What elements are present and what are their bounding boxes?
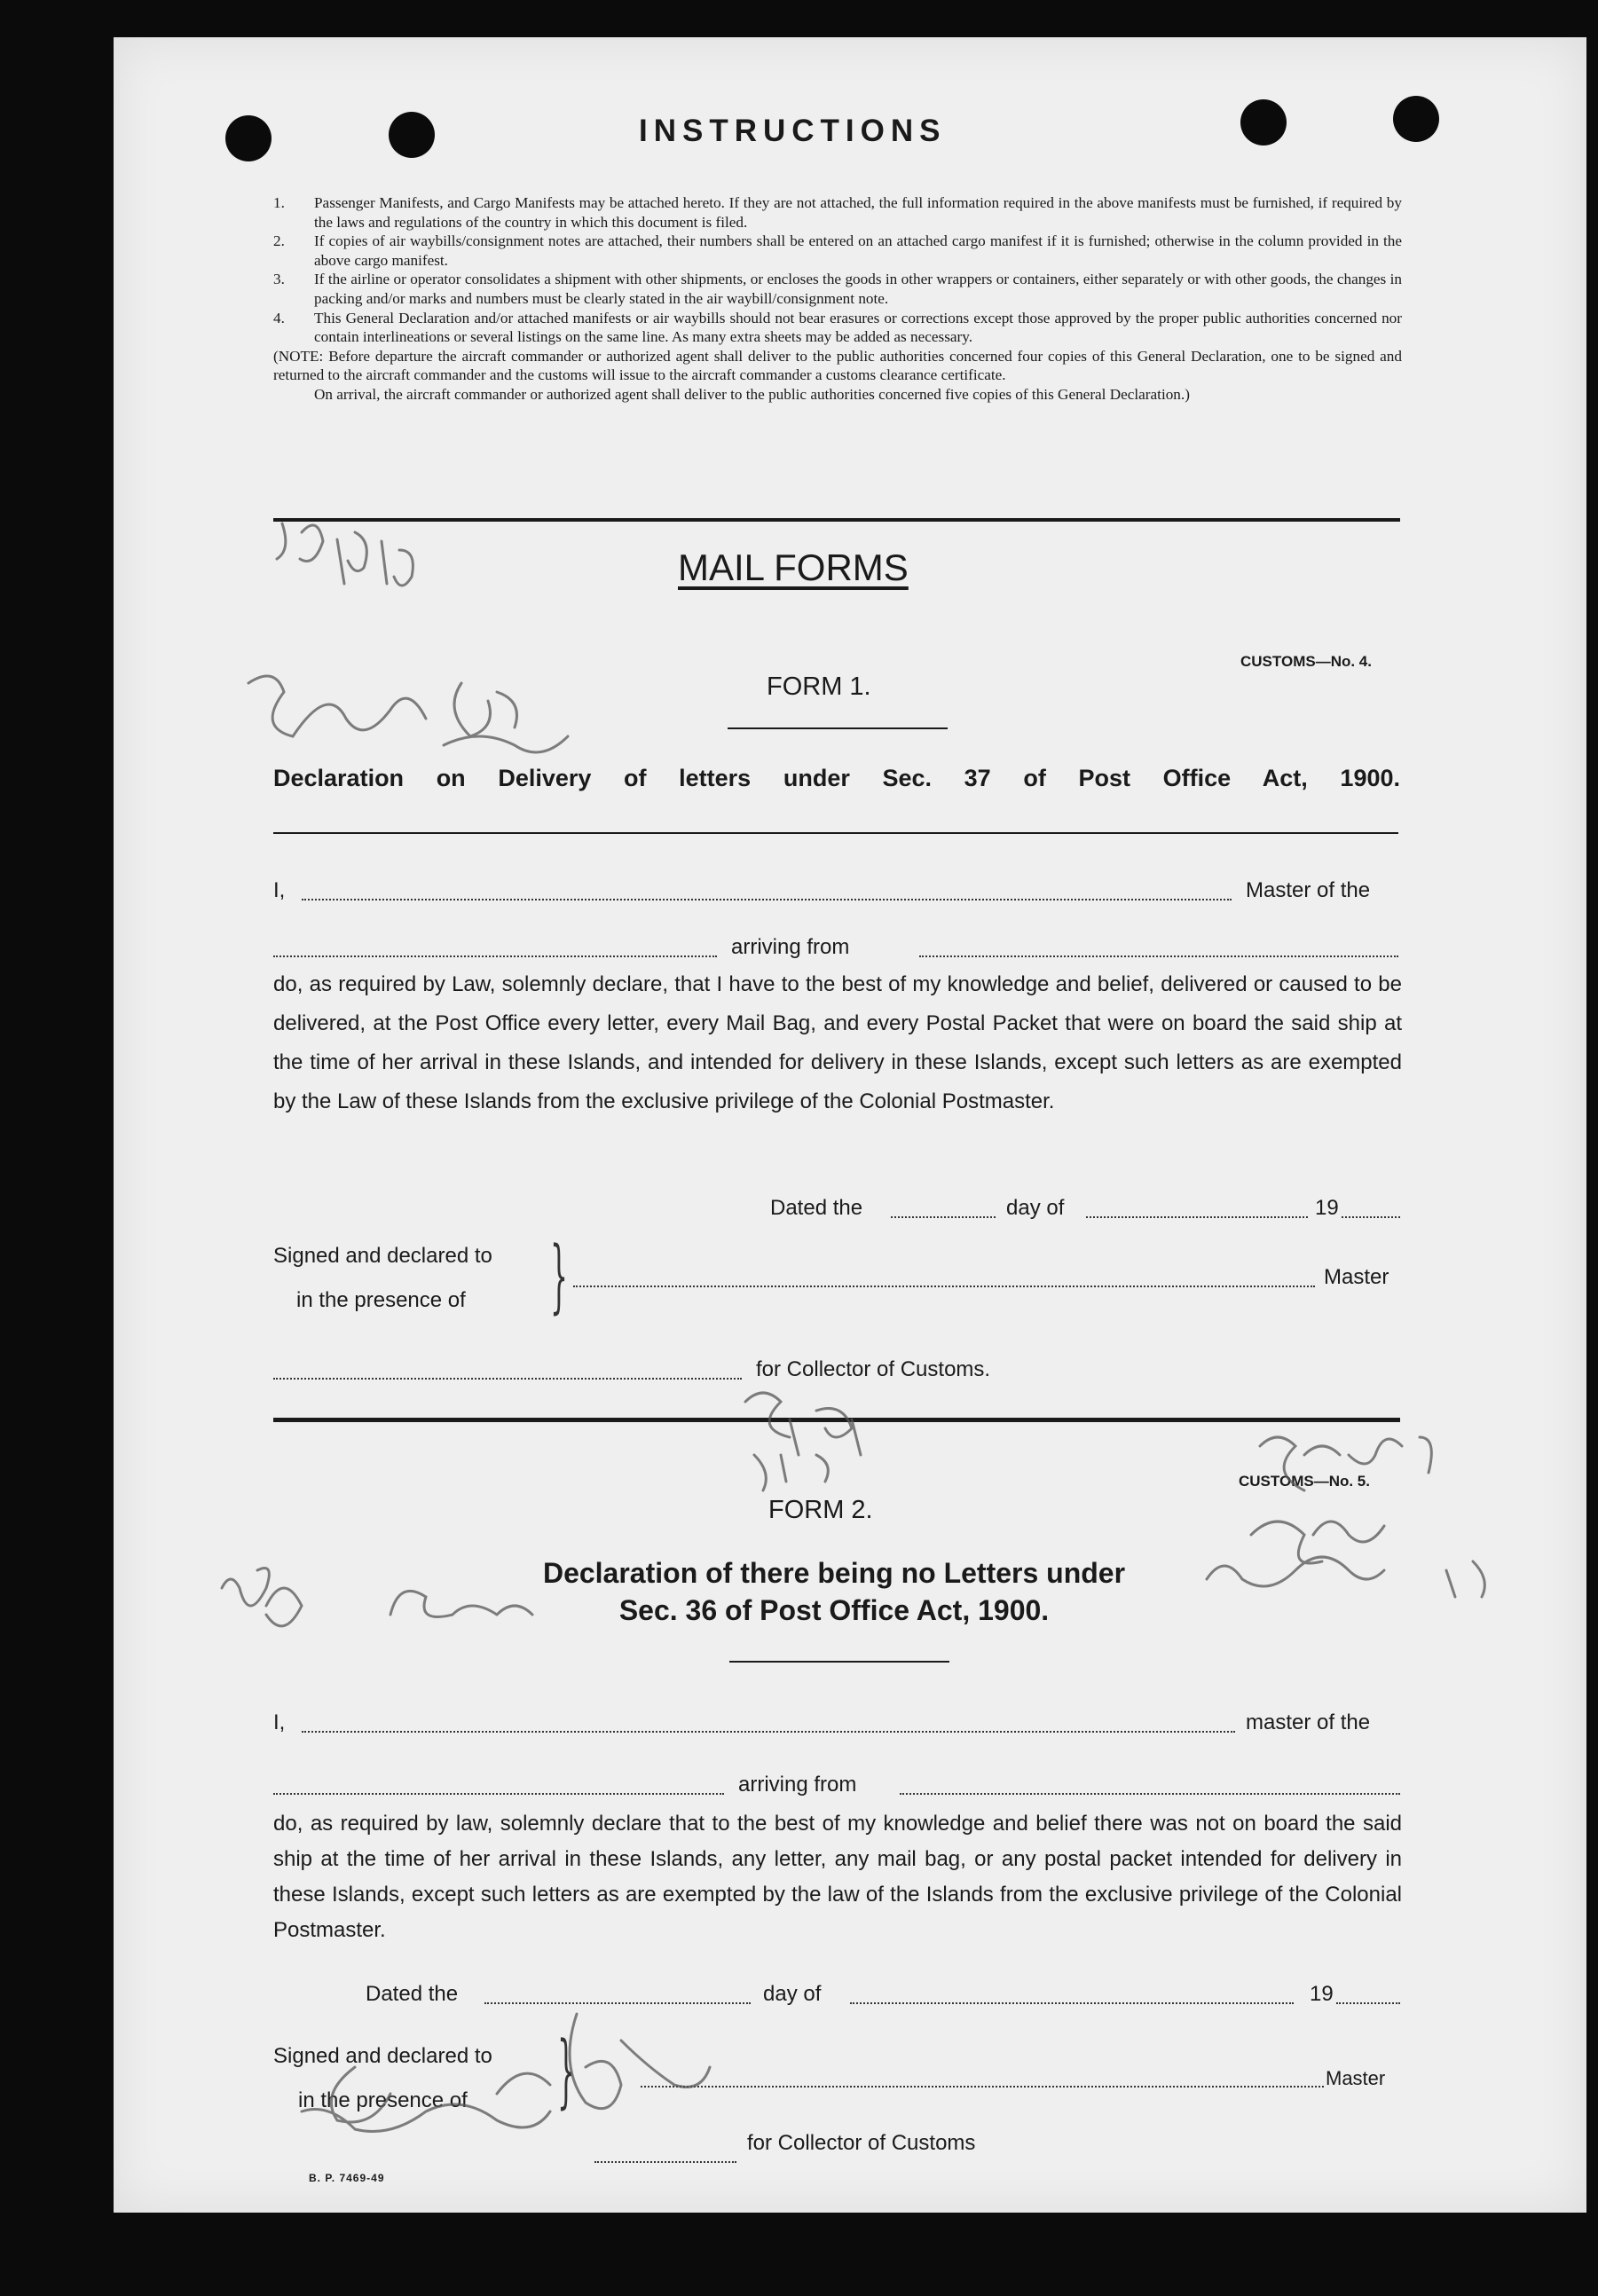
form2-declaration-heading	[426, 1554, 1242, 1629]
form1-master-label: Master	[1324, 1265, 1389, 1289]
form1-arriving-from: arriving from	[731, 935, 850, 959]
instruction-item: 3. If the airline or operator consolidates a shipment with other shipments, or encloses the goods in other wrappers or containers, either separately or with other goods, the changes in packing and/or marks and numbers must be clearly stated in the air waybill/consignment note.	[273, 271, 1402, 307]
form1-heading-rule	[273, 832, 1398, 834]
section-divider	[273, 518, 1400, 522]
form2-dated-the: Dated the	[366, 1982, 459, 2006]
form2-arriving-from-field[interactable]	[900, 1793, 1400, 1795]
instructions-note: (NOTE: Before departure the aircraft commander or authorized agent shall deliver to the public authorities concerned four copies of this General Declaration, one to be signed and returned to the aircraft commander and the customs will issue to the aircraft commander a customs clearance certificate.	[273, 347, 1402, 384]
form2-i-label: I,	[273, 1710, 286, 1734]
form2-master-signature-field[interactable]	[641, 2086, 1324, 2088]
form2-declaration-line1: Declaration of there being no Letters under	[542, 1557, 1126, 1589]
form2-arriving-from: arriving from	[738, 1773, 857, 1797]
form2-name-field[interactable]	[302, 1731, 1235, 1733]
instruction-item: 1. Passenger Manifests, and Cargo Manifests may be attached hereto. If they are not attached, the full information required in the above manifests must be furnished, if required by the laws and regulations of the country in which this document is filed.	[273, 194, 1402, 231]
instruction-item: 4. This General Declaration and/or attached manifests or air waybills should not bear erasures or corrections except those approved by the proper public authorities concerned nor contain interlineations or several listings on the same line. As many extra sheets may be added as necessary.	[273, 309, 1402, 346]
form1-master-of-the: Master of the	[1246, 878, 1371, 902]
form1-declaration-heading: Declaration on Delivery of letters under Sec. 37 of Post Office Act, 1900.	[273, 765, 1400, 791]
form2-day-of: day of	[763, 1982, 822, 2006]
form1-dated-the: Dated the	[770, 1196, 863, 1220]
instruction-item: 2. If copies of air waybills/consignment notes are attached, their numbers shall be entered on an attached cargo manifest if it is furnished; otherwise in the column provided in the above cargo manifest.	[273, 232, 1402, 269]
form1-master-signature-field[interactable]	[573, 1286, 1315, 1287]
form2-collector-label: for Collector of Customs	[747, 2131, 976, 2155]
form1-year: 19	[1315, 1196, 1339, 1220]
form2-month-field[interactable]	[850, 2002, 1294, 2004]
instructions-title: INSTRUCTIONS	[639, 114, 947, 148]
form1-collector-label: for Collector of Customs.	[756, 1357, 991, 1381]
print-code: B. P. 7469-49	[309, 2172, 385, 2184]
form1-brace: }	[550, 1230, 569, 1323]
form1-collector-signature-field[interactable]	[273, 1378, 742, 1380]
form2-ship-name-field[interactable]	[273, 1793, 724, 1795]
form1-date-field[interactable]	[891, 1216, 996, 1218]
mail-forms-title: MAIL FORMS	[678, 546, 909, 588]
punch-hole	[1240, 99, 1287, 145]
form2-customs-number: CUSTOMS—No. 5.	[1239, 1473, 1370, 1490]
form1-signed-line1: Signed and declared to	[273, 1244, 492, 1268]
form1-title-underline	[728, 727, 948, 729]
form2-title: FORM 2.	[768, 1496, 873, 1524]
form2-heading-underline	[729, 1661, 949, 1663]
punch-hole	[1393, 96, 1439, 142]
form1-day-of: day of	[1006, 1196, 1065, 1220]
form2-body-text: do, as required by law, solemnly declare that to the best of my knowledge and belief there was not on board the said ship at the time of her arrival in these Islands, any letter, any mail bag, or any postal packet intended for delivery in these Islands, except such letters as are exempted by the law of the Islands from the exclusive privilege of the Colonial Postmaster.	[273, 1812, 1402, 1942]
form2-master-label: Master	[1326, 2067, 1386, 2089]
form2-signed-line1: Signed and declared to	[273, 2044, 492, 2068]
form1-month-field[interactable]	[1086, 1216, 1308, 1218]
form1-customs-number: CUSTOMS—No. 4.	[1240, 653, 1372, 670]
form1-signed-line2: in the presence of	[296, 1288, 466, 1312]
form2-brace: }	[557, 2025, 576, 2118]
form2-year-field[interactable]	[1336, 2002, 1400, 2004]
form2-master-of-the: master of the	[1246, 1710, 1371, 1734]
instructions-list	[273, 193, 1402, 405]
form1-year-field[interactable]	[1342, 1216, 1400, 1218]
form1-body-text: do, as required by Law, solemnly declare, that I have to the best of my knowledge and belief, delivered or caused to be delivered, at the Post Office every letter, every Mail Bag, and every Postal Packet that were on board the said ship at the time of her arrival in these Islands, and intended for delivery in these Islands, except such letters as are exempted by the Law of these Islands from the exclusive privilege of the Colonial Postmaster.	[273, 972, 1402, 1113]
form1-arriving-from-field[interactable]	[919, 955, 1398, 957]
form2-year: 19	[1310, 1982, 1334, 2006]
form1-i-label: I,	[273, 878, 286, 902]
form2-declaration-line2: Sec. 36 of Post Office Act, 1900.	[618, 1594, 1050, 1626]
form2-date-field[interactable]	[484, 2002, 751, 2004]
form2-signed-line2: in the presence of	[298, 2088, 468, 2112]
forms-divider	[273, 1418, 1400, 1422]
form1-title: FORM 1.	[767, 672, 871, 701]
punch-hole	[389, 112, 435, 158]
form1-name-field[interactable]	[302, 899, 1232, 900]
form1-ship-name-field[interactable]	[273, 955, 717, 957]
instructions-note-arrival: On arrival, the aircraft commander or authorized agent shall deliver to the public authorities concerned five copies of this General Declaration.)	[314, 385, 1190, 403]
punch-hole	[225, 115, 272, 161]
form2-collector-signature-field[interactable]	[594, 2161, 736, 2163]
